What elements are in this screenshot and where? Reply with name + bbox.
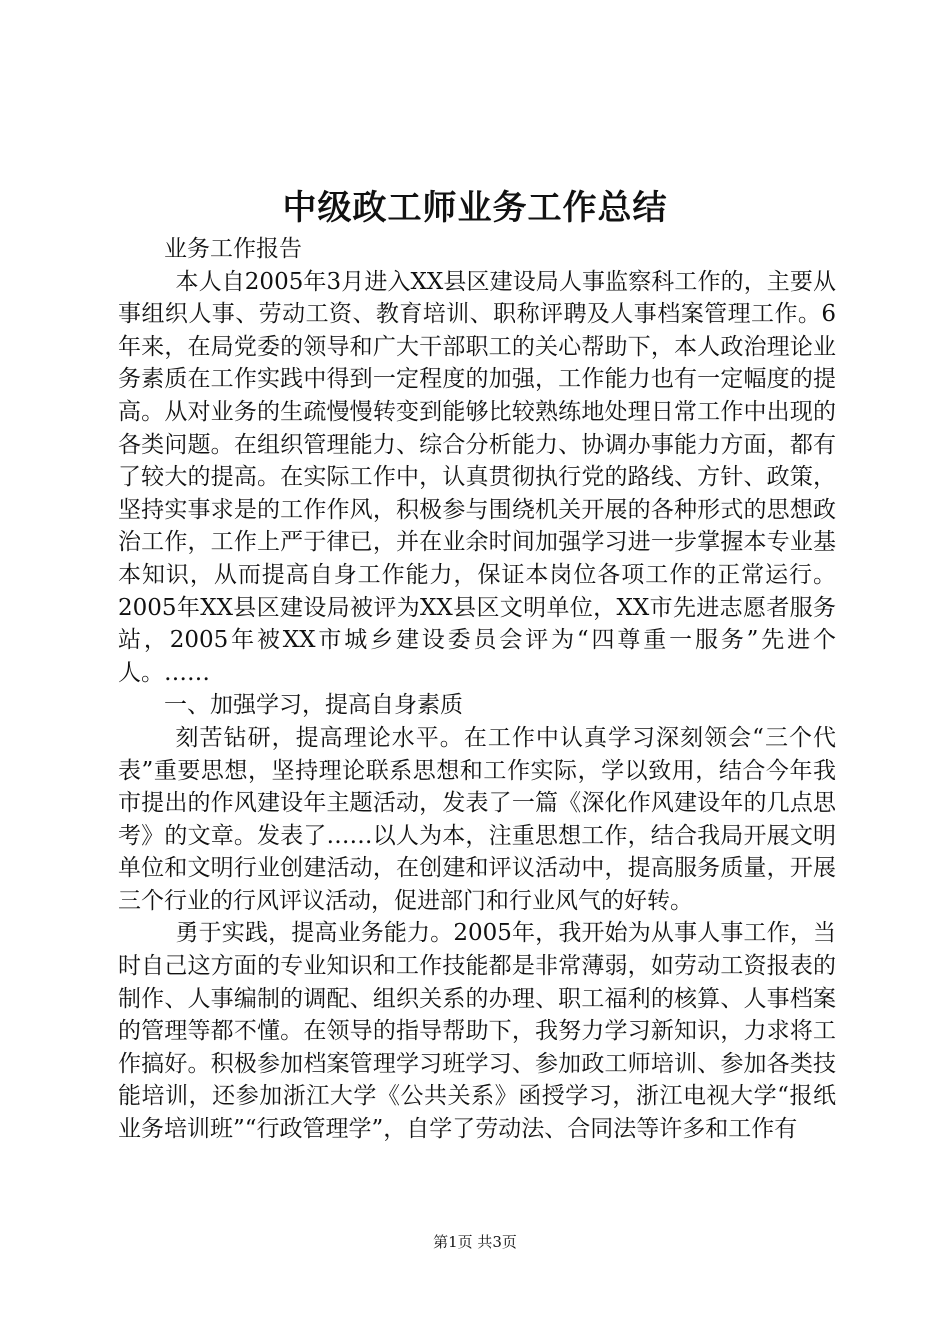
report-heading: 业务工作报告 bbox=[164, 236, 302, 262]
section-heading: 一、加强学习，提高自身素质 bbox=[164, 692, 463, 719]
document-title: 中级政工师业务工作总结 bbox=[282, 188, 668, 228]
practice-paragraph: 勇于实践，提高业务能力。2005年，我开始为从事人事工作，当时自己这方面的专业知识和工作技能都是非常薄弱，如劳动工资报表的制作、人事编制的调配、组织关系的办理、职工福利的核算、人事档案的管理等都不懂。在领导的指导帮助下，我努力学习新知识，力求将工作搞好。积极参加档案管理学习班学习、参加政工师培训、参加各类技能培训，还参加浙江大学《公共关系》函授学习，浙江电视大学“报纸业务培训班”“行政管理学”，自学了劳动法、合同法等许多和工作有 bbox=[118, 920, 836, 1143]
intro-paragraph: 本人自2005年3月进入XX县区建设局人事监察科工作的，主要从事组织人事、劳动工资、教育培训、职称评聘及人事档案管理工作。6年来，在局党委的领导和广大干部职工的关心帮助下，本人政治理论业务素质在工作实践中得到一定程度的加强，工作能力也有一定幅度的提高。从对业务的生疏慢慢转变到能够比较熟练地处理日常工作中出现的各类问题。在组织管理能力、综合分析能力、协调办事能力方面，都有了较大的提高。在实际工作中，认真贯彻执行党的路线、方针、政策，坚持实事求是的工作作风，积极参与围绕机关开展的各种形式的思想政治工作，工作上严于律已，并在业余时间加强学习进一步掌握本专业基本知识，从而提高自身工作能力，保证本岗位各项工作的正常运行。2005年XX县区建设局被评为XX县区文明单位，XX市先进志愿者服务站，2005年被XX市城乡建设委员会评为“四尊重一服务”先进个人。…… bbox=[118, 268, 836, 686]
page-number: 第1页 共3页 bbox=[433, 1233, 517, 1251]
study-paragraph: 刻苦钻研，提高理论水平。在工作中认真学习深刻领会“三个代表”重要思想，坚持理论联系思想和工作实际，学以致用，结合今年我市提出的作风建设年主题活动，发表了一篇《深化作风建设年的几点思考》的文章。发表了……以人为本，注重思想工作，结合我局开展文明单位和文明行业创建活动，在创建和评议活动中，提高服务质量，开展三个行业的行风评议活动，促进部门和行业风气的好转。 bbox=[118, 724, 836, 914]
document-body bbox=[118, 233, 836, 1146]
